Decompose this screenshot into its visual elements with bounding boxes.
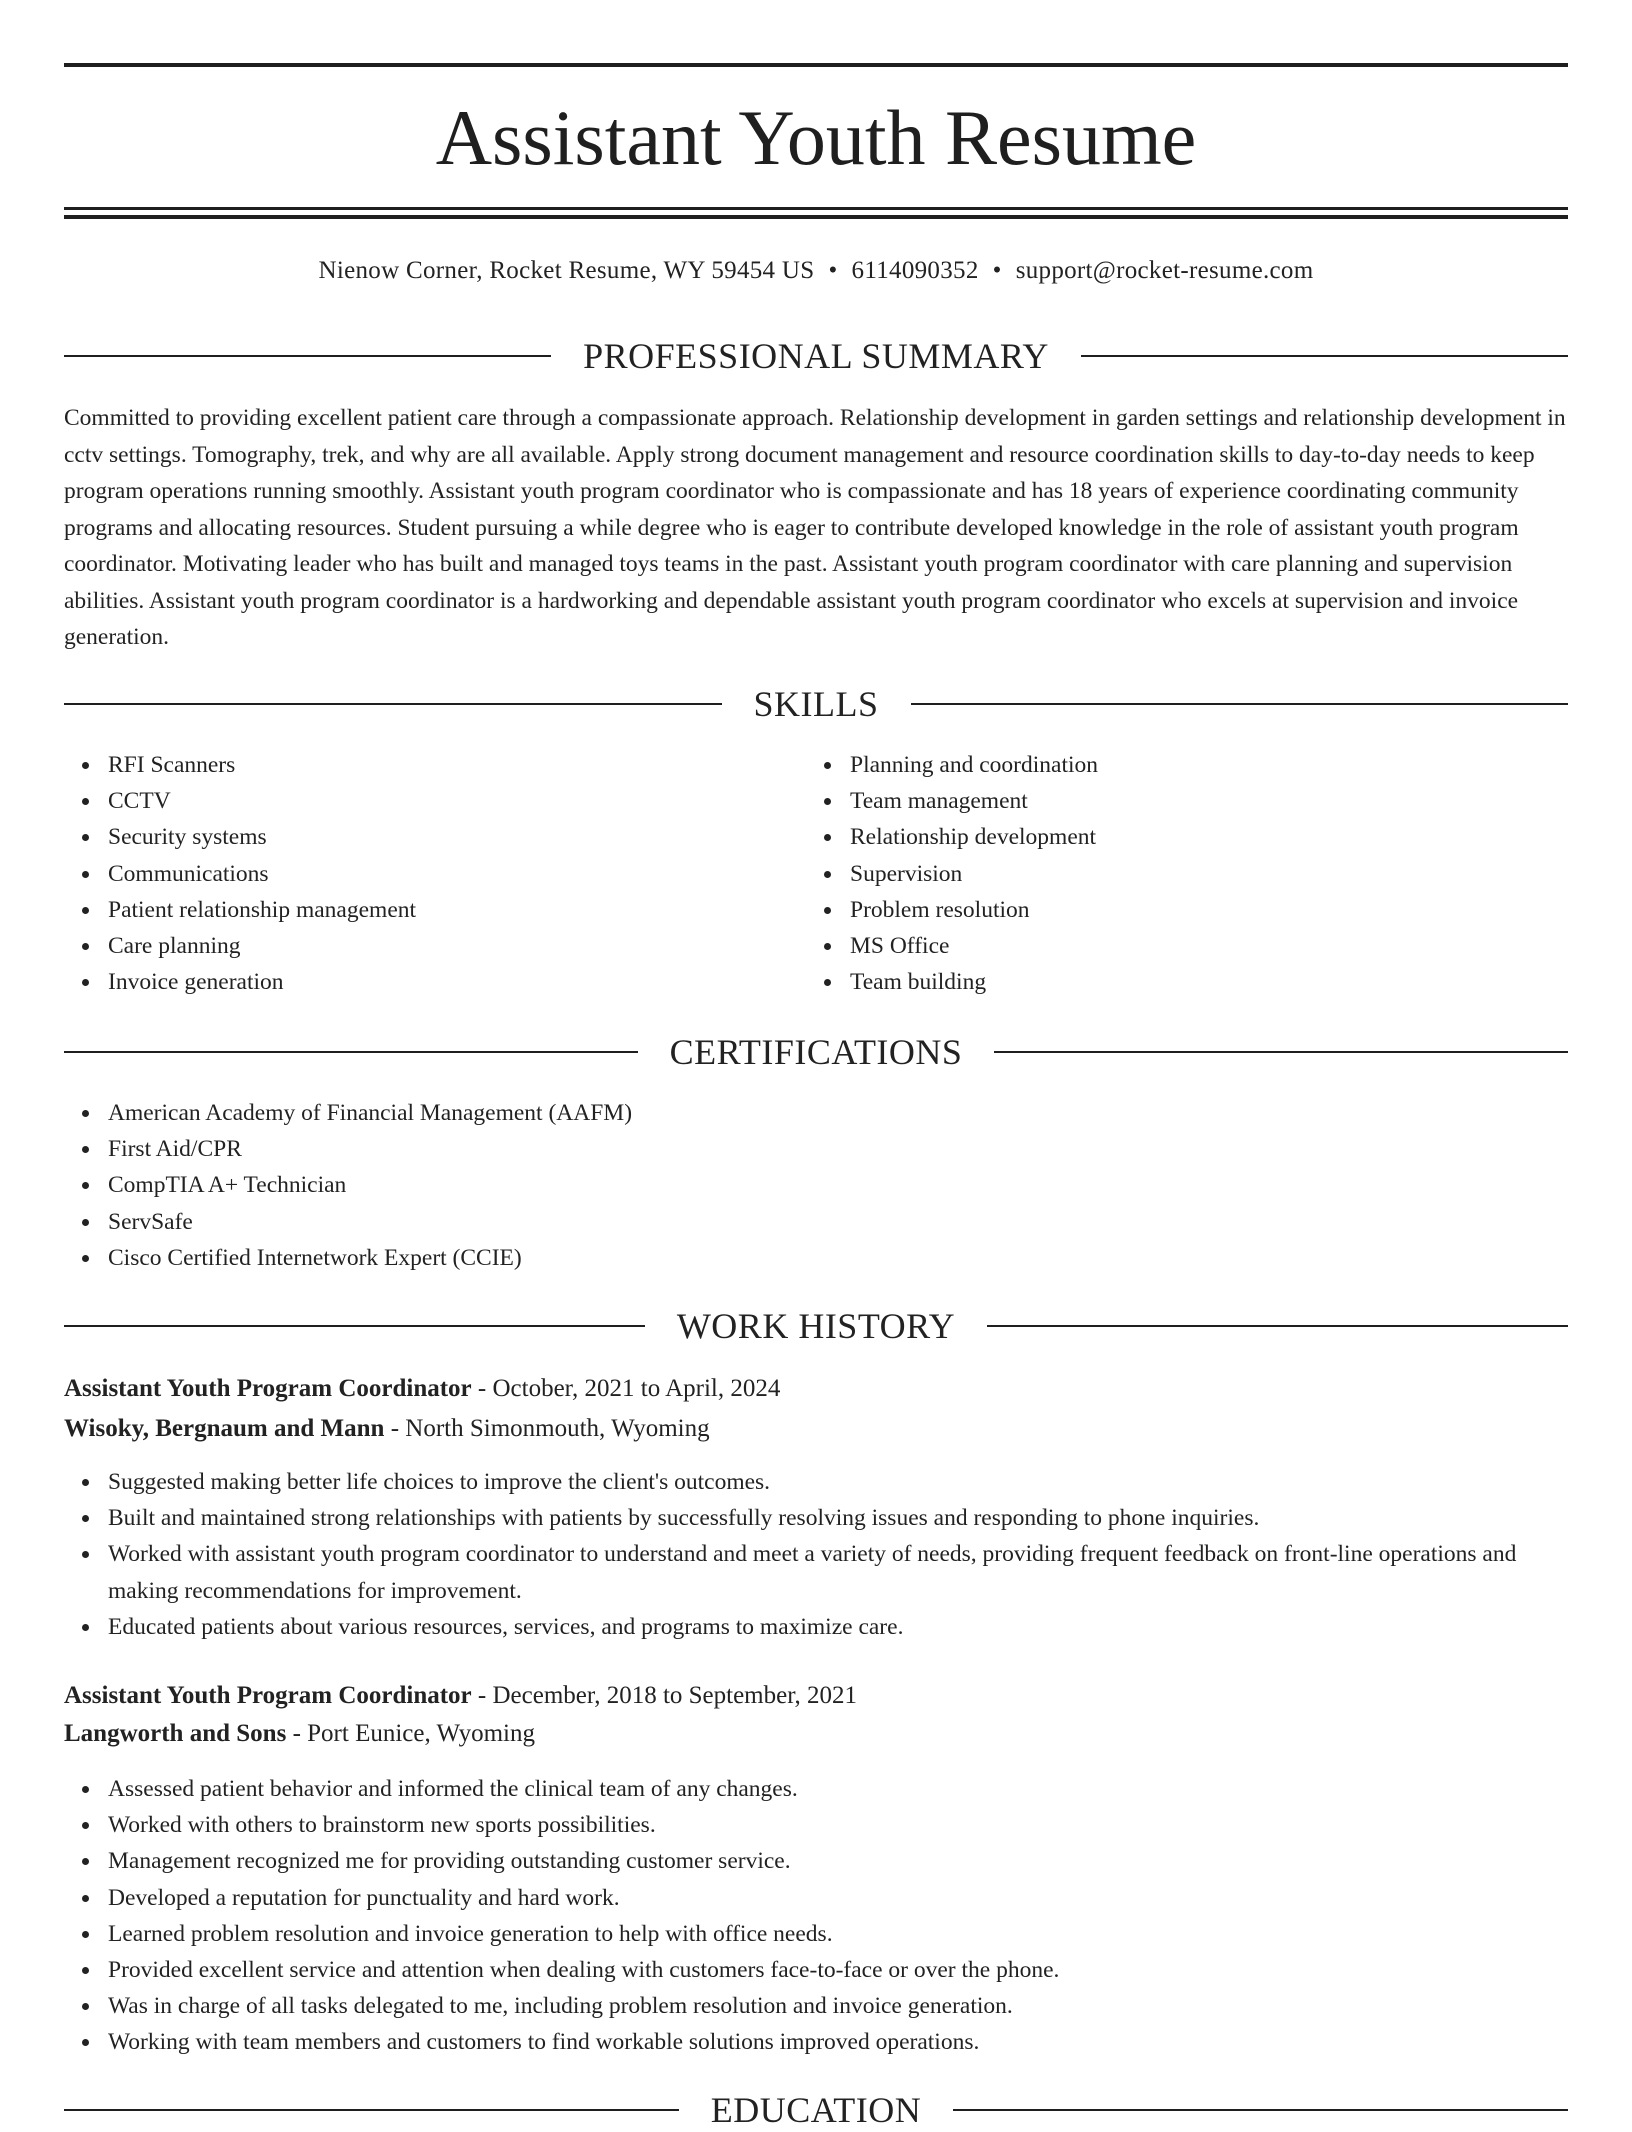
job-company: Langworth and Sons: [64, 1720, 287, 1747]
contact-email: support@rocket-resume.com: [1015, 257, 1314, 284]
job-bullets: [64, 1464, 1568, 1645]
job-dates: - December, 2018 to September, 2021: [471, 1682, 858, 1709]
education-heading: EDUCATION: [710, 2090, 922, 2130]
certifications-heading-row: [64, 1030, 1568, 1074]
certification-item: First Aid/CPR: [108, 1131, 1568, 1167]
contact-separator: •: [828, 257, 838, 284]
heading-rule-right: [987, 1325, 1568, 1327]
heading-rule-right: [911, 703, 1569, 705]
heading-rule-left: [64, 703, 722, 705]
heading-rule-left: [64, 1051, 638, 1053]
heading-rule-left: [64, 1325, 645, 1327]
job-bullet: Learned problem resolution and invoice generation to help with office needs.: [108, 1916, 1568, 1952]
skill-item: Supervision: [850, 856, 1550, 892]
job-title-line: [64, 1678, 1568, 1714]
skill-item: Care planning: [108, 928, 808, 964]
job-bullets: [64, 1771, 1568, 2061]
job-bullet: Assessed patient behavior and informed the clinical team of any changes.: [108, 1771, 1568, 1807]
summary-heading: PROFESSIONAL SUMMARY: [583, 336, 1049, 376]
job-bullet: Provided excellent service and attention when dealing with customers face-to-face or over the phone.: [108, 1952, 1568, 1988]
job-bullet: Was in charge of all tasks delegated to me, including problem resolution and invoice generation.: [108, 1988, 1568, 2024]
skill-item: Planning and coordination: [850, 747, 1550, 783]
certifications-list: [64, 1095, 1568, 1276]
job-location: - Port Eunice, Wyoming: [286, 1720, 536, 1747]
job-title: Assistant Youth Program Coordinator: [64, 1682, 472, 1709]
certification-item: CompTIA A+ Technician: [108, 1167, 1568, 1203]
job-bullet: Management recognized me for providing outstanding customer service.: [108, 1843, 1568, 1879]
job-bullet: Working with team members and customers to find workable solutions improved operations.: [108, 2024, 1568, 2060]
contact-address: Nienow Corner, Rocket Resume, WY 59454 US: [318, 257, 815, 284]
skill-item: RFI Scanners: [108, 747, 808, 783]
heading-rule-left: [64, 355, 551, 357]
summary-heading-row: [64, 334, 1568, 378]
skill-item: Communications: [108, 856, 808, 892]
certification-item: Cisco Certified Internetwork Expert (CCIE): [108, 1240, 1568, 1276]
heading-rule-right: [1081, 355, 1568, 357]
heading-rule-right: [994, 1051, 1568, 1053]
certification-item: American Academy of Financial Management (AAFM): [108, 1095, 1568, 1131]
work-heading: WORK HISTORY: [676, 1306, 956, 1346]
job-bullet: Worked with assistant youth program coordinator to understand and meet a variety of needs, providing frequent feedback on front-line operations and making recommendations for improvement.: [108, 1536, 1568, 1608]
title-rule-upper: [64, 207, 1568, 210]
skill-item: Relationship development: [850, 819, 1550, 855]
job-bullet: Educated patients about various resources, services, and programs to maximize care.: [108, 1609, 1568, 1645]
job-bullet: Built and maintained strong relationships with patients by successfully resolving issues and responding to phone inquiries.: [108, 1500, 1568, 1536]
education-heading-row: [64, 2088, 1568, 2132]
skills-list-left: [64, 747, 808, 1000]
contact-line: [64, 254, 1568, 288]
skill-item: MS Office: [850, 928, 1550, 964]
heading-rule-right: [953, 2109, 1568, 2111]
job-company: Wisoky, Bergnaum and Mann: [64, 1415, 385, 1442]
skill-item: Security systems: [108, 819, 808, 855]
contact-separator: •: [992, 257, 1002, 284]
contact-phone: 6114090352: [851, 257, 979, 284]
job-dates: - October, 2021 to April, 2024: [471, 1375, 781, 1402]
work-heading-row: [64, 1304, 1568, 1348]
job-title: Assistant Youth Program Coordinator: [64, 1375, 472, 1402]
skill-item: CCTV: [108, 783, 808, 819]
top-rule: [64, 63, 1568, 67]
skills-heading-row: [64, 682, 1568, 726]
skill-item: Team management: [850, 783, 1550, 819]
skill-item: Patient relationship management: [108, 892, 808, 928]
skill-item: Invoice generation: [108, 964, 808, 1000]
skills-list-right: [806, 747, 1550, 1000]
job-bullet: Developed a reputation for punctuality and hard work.: [108, 1880, 1568, 1916]
heading-rule-left: [64, 2109, 679, 2111]
certification-item: ServSafe: [108, 1204, 1568, 1240]
skills-heading: SKILLS: [753, 684, 879, 724]
page-title: Assistant Youth Resume: [435, 94, 1197, 181]
summary-text: Committed to providing excellent patient care through a compassionate approach. Relationship development in garden settings and relationship development in cctv settings. Tomography, trek, and why are all available. Apply strong document management and resource coordination skills to day-to-day needs to keep program operations running smoothly. Assistant youth program coordinator who is compassionate and has 18 years of experience coordinating community programs and allocating resources. Student pursuing a while degree who is eager to contribute developed knowledge in the role of assistant youth program coordinator. Motivating leader who has built and managed toys teams in the past. Assistant youth program coordinator with care planning and supervision abilities. Assistant youth program coordinator is a hardworking and dependable assistant youth program coordinator who excels at supervision and invoice generation.: [64, 405, 1566, 650]
job-bullet: Suggested making better life choices to improve the client's outcomes.: [108, 1464, 1568, 1500]
job-bullet: Worked with others to brainstorm new sports possibilities.: [108, 1807, 1568, 1843]
certifications-heading: CERTIFICATIONS: [669, 1032, 963, 1072]
job-location: - North Simonmouth, Wyoming: [384, 1415, 710, 1442]
skill-item: Team building: [850, 964, 1550, 1000]
title-rule-lower: [64, 215, 1568, 219]
job-company-line: [64, 1716, 1568, 1752]
job-title-line: [64, 1371, 1568, 1407]
job-company-line: [64, 1411, 1568, 1447]
skill-item: Problem resolution: [850, 892, 1550, 928]
